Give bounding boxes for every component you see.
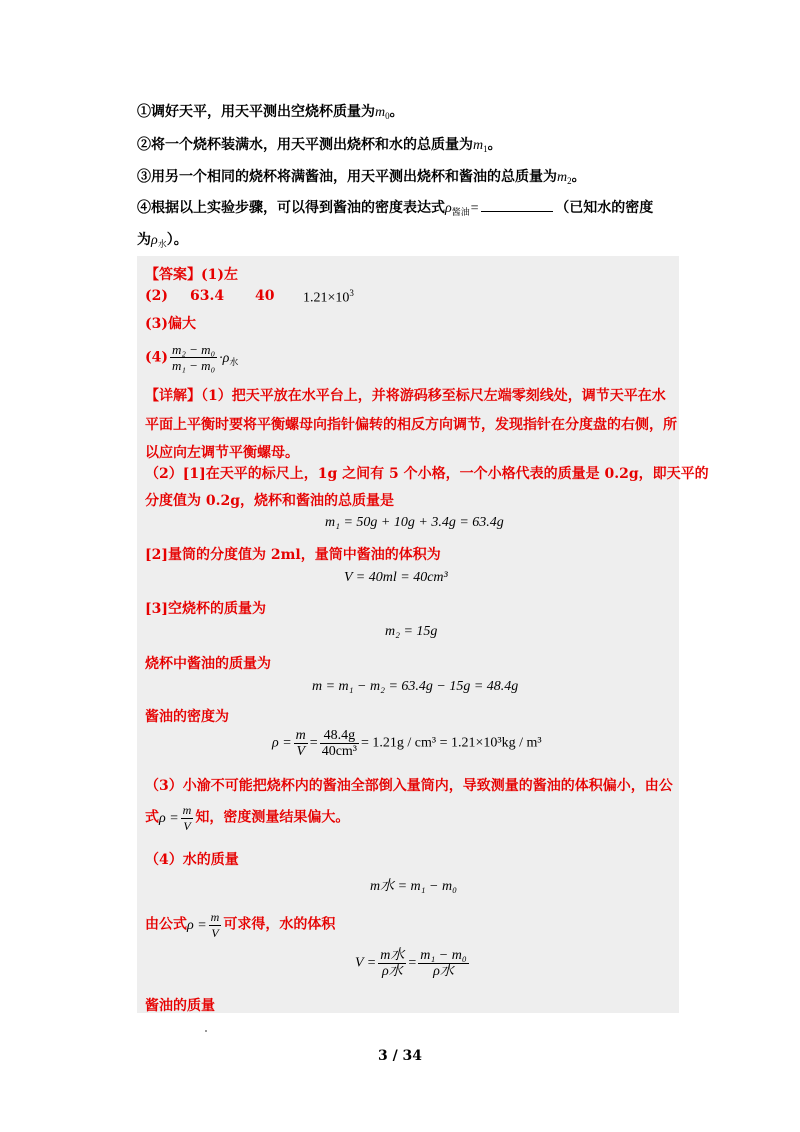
step-3-end: 。 bbox=[571, 169, 586, 185]
detail-para-9: 由公式ρ = $\frac{m}{V}$ 可求得，水的体积 bbox=[145, 910, 336, 940]
step-2-variable: $m_1$ bbox=[473, 138, 488, 154]
step-2-end: 。 bbox=[487, 137, 502, 153]
answer-line-2 bbox=[145, 288, 354, 306]
equation-2: V = 40ml = 40cm³ bbox=[344, 570, 448, 585]
answer-2-number: (2) bbox=[145, 288, 168, 304]
answer-4-tail: $\cdot\rho_水$ bbox=[219, 350, 239, 367]
answer-4-number: (4) bbox=[145, 349, 168, 366]
step-1-variable: $m_0$ bbox=[375, 105, 390, 121]
step-2-text: ②将一个烧杯装满水，用天平测出烧杯和水的总质量为 bbox=[137, 137, 473, 153]
answer-2-value-2: 40 bbox=[255, 288, 275, 304]
detail-para-6: 酱油的密度为 bbox=[145, 709, 229, 725]
step-1-end: 。 bbox=[389, 104, 404, 120]
eq5-fraction-2: $\frac{48.4g}{\text{40cm³}}$ bbox=[321, 728, 358, 759]
answer-2-value-3: $1.21\times 10^3$ bbox=[303, 288, 354, 306]
detail-para-1-line-3: 以应向左调节平衡螺母。 bbox=[145, 445, 299, 461]
detail-para-5: 烧杯中酱油的质量为 bbox=[145, 656, 271, 672]
answer-line-1 bbox=[145, 264, 238, 284]
step-3 bbox=[137, 166, 586, 186]
page-number: 3 / 34 bbox=[377, 1048, 423, 1064]
step-4b-end: ）。 bbox=[166, 232, 188, 248]
equation-7: V = $\frac{\text{m水}}{\text{ρ水}}$ = $\frac{\text{m₁ − m₀}}{\text{ρ水}}$ bbox=[355, 948, 467, 979]
eq5-fraction-1: $\frac{m}{V}$ bbox=[295, 728, 306, 759]
eq7-fraction-2: $\frac{\text{m₁ − m₀}}{\text{ρ水}}$ bbox=[420, 948, 467, 979]
answer-label: 【答案】 bbox=[145, 267, 201, 283]
p9-formula: ρ = $\frac{m}{V}$ bbox=[187, 910, 220, 940]
answer-4-fraction: $\frac{\text{m₂ − m₀}}{\text{m₁ − m₀}}$ bbox=[172, 342, 216, 373]
detail-para-1-line-2: 平面上平衡时要将平衡螺母向指针偏转的相反方向调节，发现指针在分度盘的右侧，所 bbox=[145, 417, 677, 433]
step-2 bbox=[137, 134, 502, 154]
step-4-equals: = bbox=[469, 201, 480, 216]
equation-6: m水 = m₁ − m₀ bbox=[370, 879, 457, 894]
equation-3: m₂ = 15g bbox=[385, 624, 438, 639]
step-1 bbox=[137, 101, 404, 121]
detail-para-1-line-1: 【详解】（1）把天平放在水平台上，并将游码移至标尺左端零刻线处，调节天平在水 bbox=[145, 388, 666, 404]
detail-para-7-line-1: （3）小渝不可能把烧杯内的酱油全部倒入量筒内，导致测量的酱油的体积偏小，由公 bbox=[145, 778, 673, 794]
answer-2-value-1: 63.4 bbox=[190, 288, 225, 304]
answer-1: (1)左 bbox=[201, 267, 238, 283]
step-3-text: ③用另一个相同的烧杯将满酱油，用天平测出烧杯和酱油的总质量为 bbox=[137, 169, 557, 185]
speck bbox=[205, 1030, 207, 1032]
detail-para-8: （4）水的质量 bbox=[145, 852, 239, 868]
answer-4 bbox=[145, 342, 238, 373]
detail-para-7-line-2: 式ρ = $\frac{m}{V}$ 知，密度测量结果偏大。 bbox=[145, 803, 350, 833]
step-4-end: （已知水的密度 bbox=[555, 200, 654, 216]
step-3-variable: $m_2$ bbox=[557, 170, 572, 186]
detail-para-2-line-1: （2）[1]在天平的标尺上，1g 之间有 5 个小格，一个小格代表的质量是 0.2g，即天平的 bbox=[145, 466, 709, 482]
equation-1: m₁ = 50g + 10g + 3.4g = 63.4g bbox=[325, 515, 504, 530]
equation-4: m = m₁ − m₂ = 63.4g − 15g = 48.4g bbox=[312, 679, 519, 694]
step-4b-prefix: 为 bbox=[137, 232, 151, 248]
step-1-text: ①调好天平，用天平测出空烧杯质量为 bbox=[137, 104, 375, 120]
p7-formula: ρ = $\frac{m}{V}$ bbox=[159, 803, 192, 833]
step-4-text: ④根据以上实验步骤，可以得到酱油的密度表达式 bbox=[137, 200, 445, 216]
detail-para-10: 酱油的质量 bbox=[145, 998, 215, 1014]
answer-3: (3)偏大 bbox=[145, 316, 196, 332]
step-4-rho: $\rho_{酱油}$ bbox=[445, 201, 470, 217]
equation-5: ρ = $\frac{m}{V}$ = $\frac{48.4g}{\text{40cm³}}$ = 1.21g / cm³ = 1.21×10³kg / m³ bbox=[272, 728, 542, 759]
step-4 bbox=[137, 197, 653, 218]
detail-para-3: [2]量筒的分度值为 2ml，量筒中酱油的体积为 bbox=[145, 547, 441, 563]
detail-para-2-line-2: 分度值为 0.2g，烧杯和酱油的总质量是 bbox=[145, 493, 395, 509]
step-4b-rho: $\rho_水$ bbox=[151, 233, 167, 249]
answer-blank bbox=[481, 199, 553, 212]
eq7-fraction-1: $\frac{\text{m水}}{\text{ρ水}}$ bbox=[380, 948, 405, 979]
detail-para-4: [3]空烧杯的质量为 bbox=[145, 601, 266, 617]
step-4-continued bbox=[137, 229, 188, 250]
